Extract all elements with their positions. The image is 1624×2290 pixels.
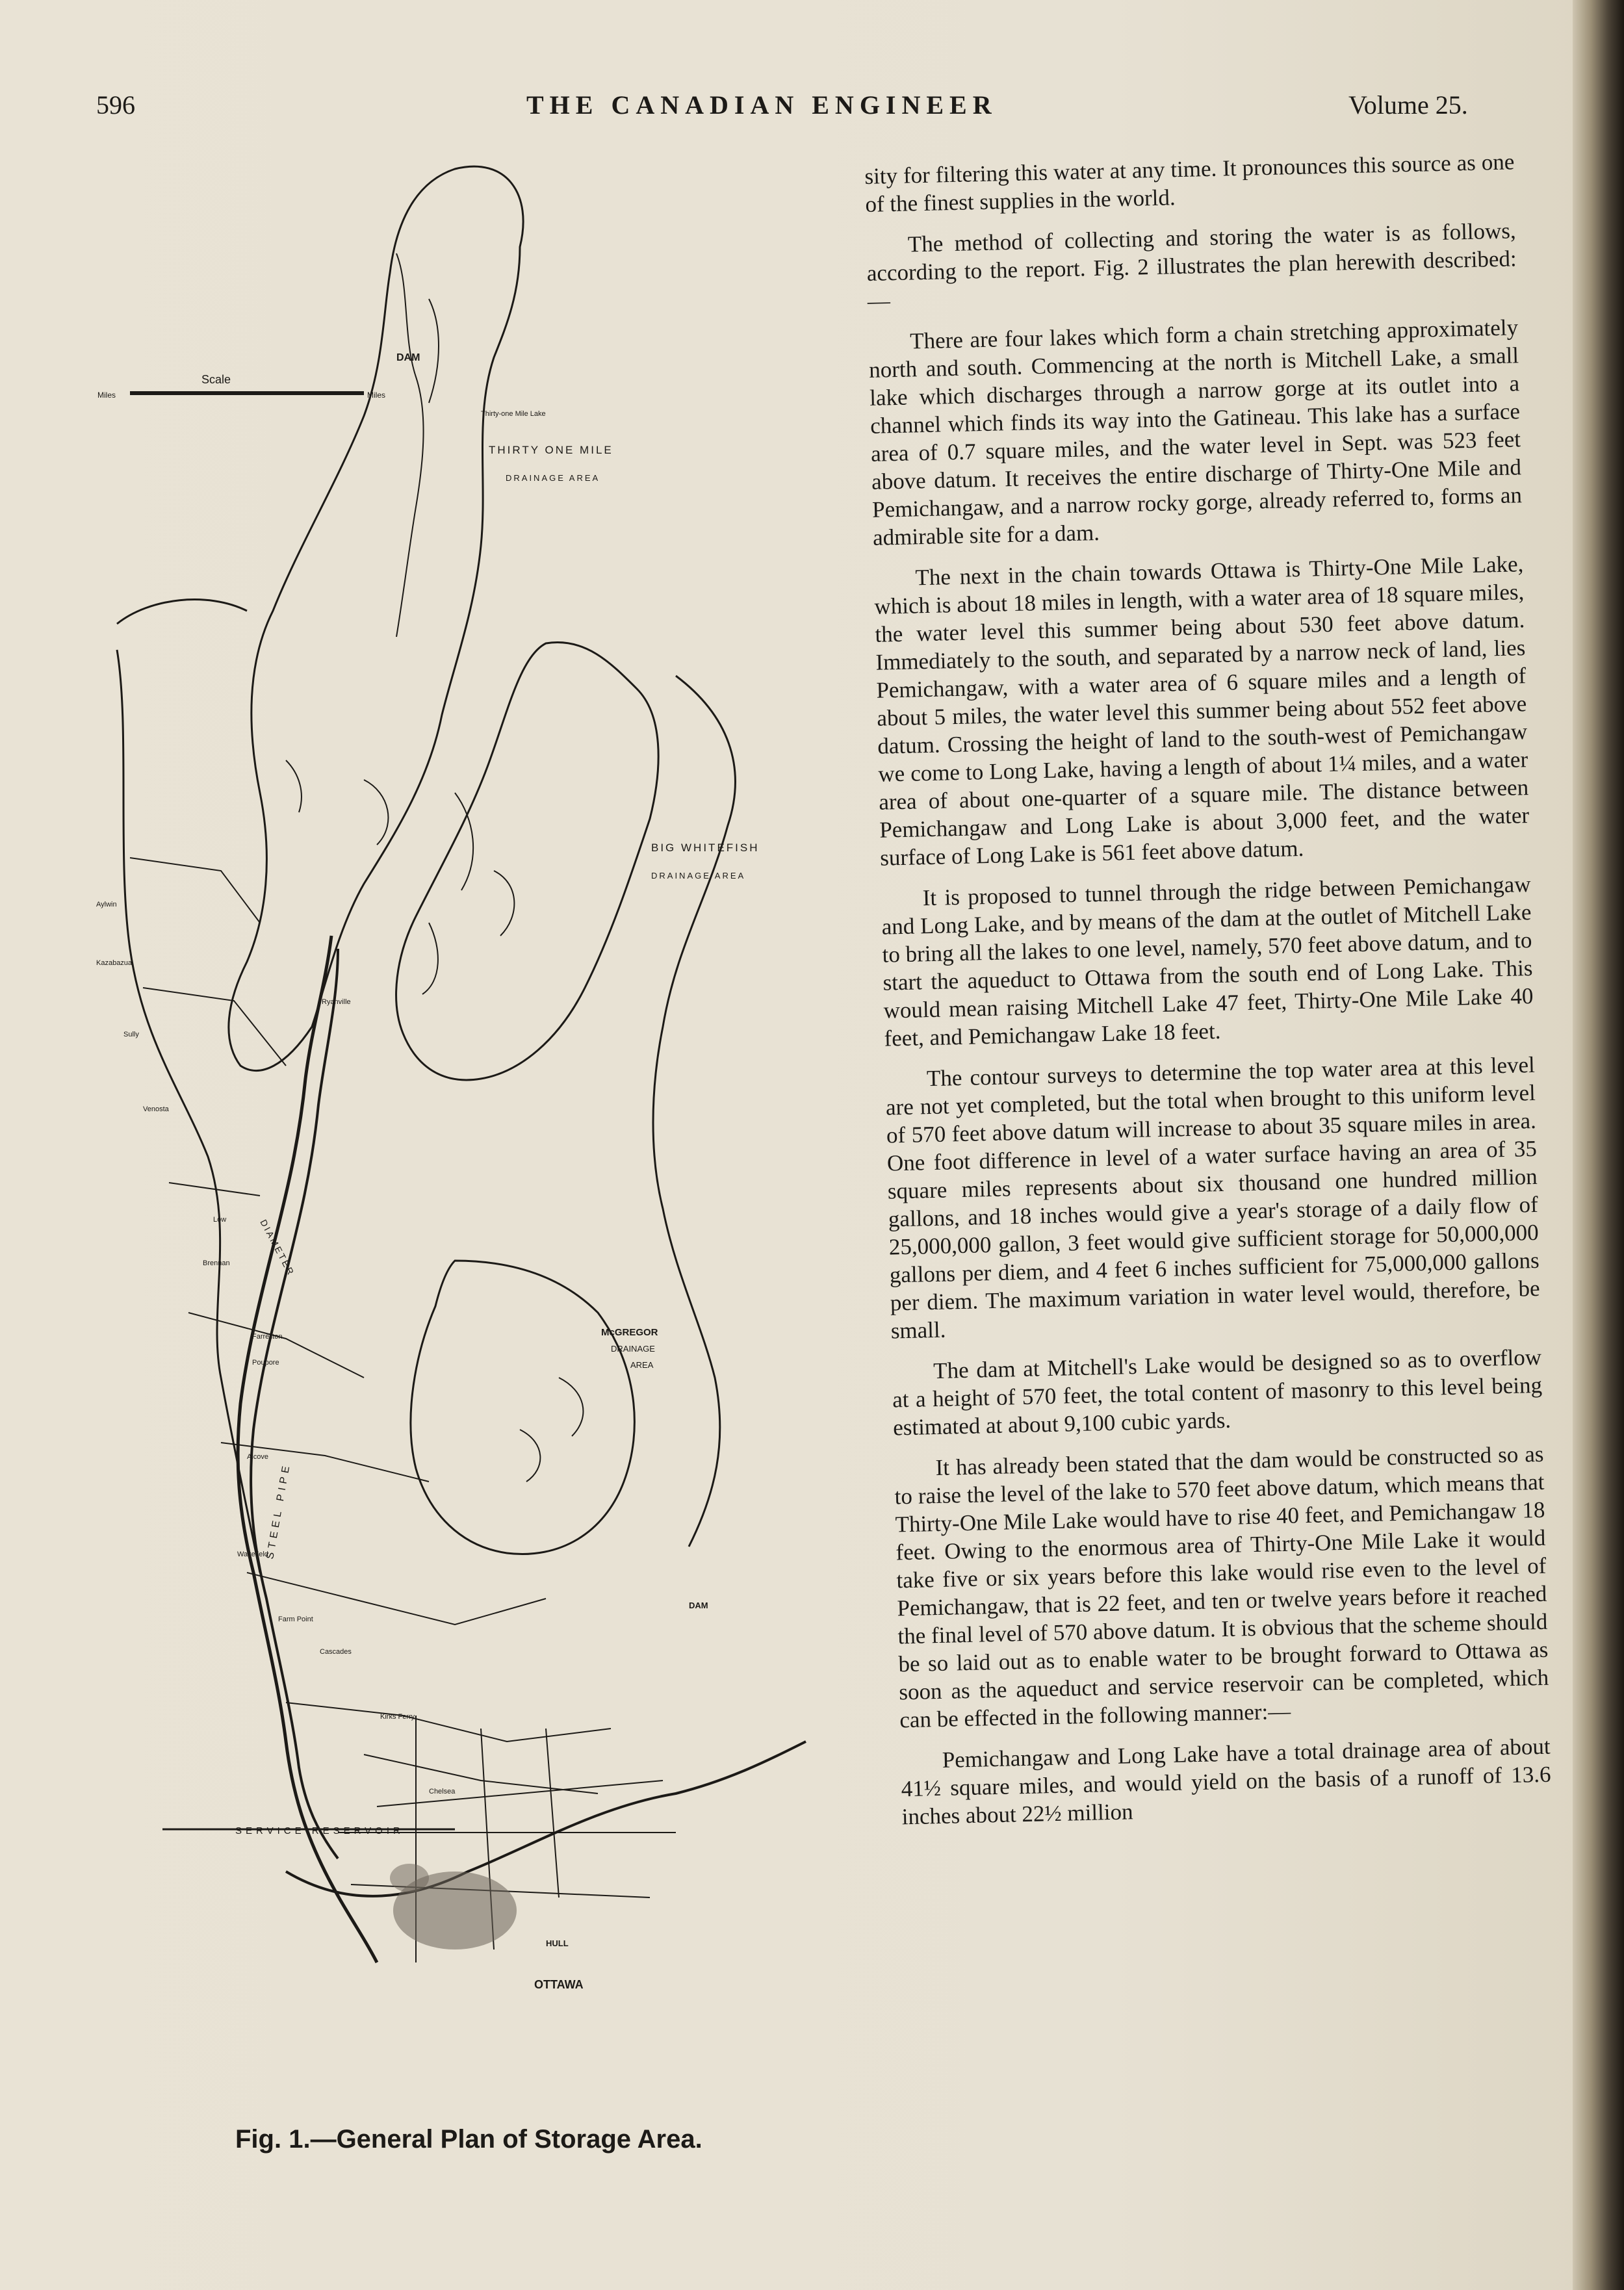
map-label-miles-right: Miles bbox=[367, 391, 386, 400]
map-label-alcove: Alcove bbox=[247, 1453, 269, 1461]
thirty-one-mile-drainage-boundary bbox=[229, 166, 523, 1070]
article-paragraph-2: The method of collecting and storing the water is as follows, according to the report. Fig. 2 illustrates the plan herewith described:— bbox=[866, 218, 1517, 314]
map-label-mcgregor-2: DRAINAGE bbox=[611, 1344, 655, 1354]
map-label-ottawa: OTTAWA bbox=[534, 1978, 584, 1991]
map-label-low: Low bbox=[213, 1216, 227, 1224]
map-label-cascades: Cascades bbox=[320, 1648, 352, 1656]
map-label-kirks-ferry: Kirks Ferry bbox=[380, 1713, 415, 1721]
article-paragraph-5: It is proposed to tunnel through the ridge between Pemichangaw and Long Lake, and by means of the dam at the outlet of Mitchell Lake to bring all the lakes to one level, namely, 570 feet above datum, and to start the aqueduct to Ottawa from the south end of Long Lake. This would mean raising Mitchell Lake 47 feet, Thirty-One Mile Lake 40 feet, and Pemichangaw Lake 18 feet. bbox=[881, 871, 1534, 1051]
map-label-wakefield: Wakefield bbox=[237, 1550, 268, 1558]
gatineau-river bbox=[238, 936, 377, 1962]
article-paragraph-4: The next in the chain towards Ottawa is Thirty-One Mile Lake, which is about 18 miles in length, with a water area of 18 square miles, the water level this summer being about 530 feet above datum. Immediately to the south, and separated by a narrow neck of land, lies Pemichangaw, with a water area of 6 square miles and a length of about 5 miles, the water level this summer being about 552 feet above datum. Crossing the height of land to the south-west of Pemichangaw we come to Long Lake, having a length of about 1¼ miles, and a water area of about one-quarter of a square mile. The distance between Pemichangaw and Long Lake is about 3,000 feet, and the water surface of Long Lake is 561 feet above datum. bbox=[874, 551, 1530, 871]
map-label-service-reservoir: SERVICE RESERVOIR bbox=[235, 1825, 404, 1836]
map-label-dam-south: DAM bbox=[689, 1601, 708, 1610]
map-label-venosta: Venosta bbox=[143, 1105, 169, 1113]
thirty-one-mile-lake bbox=[396, 253, 439, 637]
road-network bbox=[130, 858, 676, 1962]
article-paragraph-9: Pemichangaw and Long Lake have a total drainage area of about 41½ square miles, and would yield on the basis of a runoff of 13.6 inches about 22½ million bbox=[901, 1733, 1551, 1830]
article-paragraph-6: The contour surveys to determine the top water area at this level are not yet completed, but the total when brought to this uniform level of 570 feet above datum will increase to about 35 square miles in area. One foot difference in level of a water surface having an area of 35 square miles represents about six thousand one hundred million gallons, and 18 inches would give a year's storage of a daily flow of 25,000,000 gallon, 3 feet would give sufficient storage for 50,000,000 gallons per diem, and 4 feet 6 inches sufficient for 75,000,000 gallons per diem. The maximum variation in water level would, therefore, be small. bbox=[885, 1051, 1541, 1344]
hull-city-area bbox=[390, 1864, 429, 1892]
mcgregor-drainage-boundary bbox=[411, 1261, 634, 1554]
map-label-chelsea: Chelsea bbox=[429, 1788, 456, 1795]
map-label-thirty-one-mile-area-1: THIRTY ONE MILE bbox=[489, 444, 613, 456]
map-label-aylwin: Aylwin bbox=[96, 901, 117, 908]
ottawa-river bbox=[286, 1742, 806, 1896]
map-label-kazabazua: Kazabazua bbox=[96, 959, 133, 967]
volume-label: Volume 25. bbox=[1348, 90, 1468, 120]
map-label-big-whitefish-1: BIG WHITEFISH bbox=[651, 842, 760, 854]
map-label-hull: HULL bbox=[546, 1938, 569, 1948]
map-label-scale: Scale bbox=[201, 373, 231, 386]
map-label-pipe-diameter: DIAMETER bbox=[258, 1217, 297, 1278]
aqueduct-pipeline bbox=[251, 949, 338, 1859]
map-label-mcgregor-1: McGREGOR bbox=[601, 1327, 658, 1338]
map-label-steel-pipe: STEEL PIPE bbox=[264, 1461, 293, 1560]
map-label-thirty-one-mile-area-2: DRAINAGE AREA bbox=[506, 473, 600, 483]
article-paragraph-1: sity for filtering this water at any time. It pronounces this source as one of the finest supplies in the world. bbox=[864, 149, 1515, 217]
journal-title: THE CANADIAN ENGINEER bbox=[526, 90, 998, 120]
map-svg bbox=[91, 143, 832, 2079]
article-paragraph-3: There are four lakes which form a chain stretching approximately north and south. Commencing at the north is Mitchell Lake, a small lake which discharges through a narrow gorge at its outlet into a channel which finds its way into the Gatineau. This lake has a surface area of 0.7 square miles, and the water level in Sept. was 523 feet above datum. It receives the entire discharge of Thirty-One Mile and Pemichangaw, and a narrow rocky gorge, already referred to, forms an admirable site for a dam. bbox=[868, 315, 1523, 550]
map-label-mcgregor-3: AREA bbox=[630, 1360, 654, 1370]
lakes-cluster bbox=[286, 760, 583, 1482]
map-label-brennan: Brennan bbox=[203, 1259, 230, 1267]
gatineau-watershed-boundary bbox=[117, 600, 735, 1573]
map-label-sully: Sully bbox=[123, 1031, 139, 1038]
map-label-dam-north: DAM bbox=[396, 352, 420, 363]
big-whitefish-drainage-boundary bbox=[396, 642, 659, 1079]
map-label-ryanville: Ryanville bbox=[322, 998, 351, 1006]
figure-caption: Fig. 1.—General Plan of Storage Area. bbox=[235, 2125, 702, 2154]
book-spine bbox=[1573, 0, 1624, 2290]
article-body bbox=[864, 148, 1552, 1844]
article-paragraph-7: The dam at Mitchell's Lake would be designed so as to overflow at a height of 570 feet, the total content of masonry to this level being estimated at about 9,100 cubic yards. bbox=[892, 1344, 1543, 1441]
page-number: 596 bbox=[96, 90, 135, 120]
article-paragraph-8: It has already been stated that the dam would be constructed so as to raise the level of the lake to 570 feet above datum, which means that Thirty-One Mile Lake would have to rise 40 feet, and Pemichangaw 18 feet. Owing to the enormous area of Thirty-One Mile Lake it would take five or six years before this lake would rise even to the level of Pemichangaw, that is 22 feet, and ten or twelve years before it reached the final level of 570 above datum. It is obvious that the scheme should be so laid out as to enable water to be brought forward to Ottawa as soon as the aqueduct and service reservoir can be completed, which can be effected in the following manner:— bbox=[894, 1441, 1549, 1733]
map-label-poupore: Poupore bbox=[252, 1359, 279, 1367]
storage-area-map bbox=[91, 143, 832, 2079]
map-label-miles-left: Miles bbox=[97, 391, 116, 400]
map-label-big-whitefish-2: DRAINAGE AREA bbox=[651, 871, 746, 881]
map-label-farm-point: Farm Point bbox=[278, 1615, 313, 1623]
map-label-thirty-one-mile-lake: Thirty-one Mile Lake bbox=[481, 410, 546, 418]
map-label-farrellton: Farrellton bbox=[252, 1333, 283, 1341]
